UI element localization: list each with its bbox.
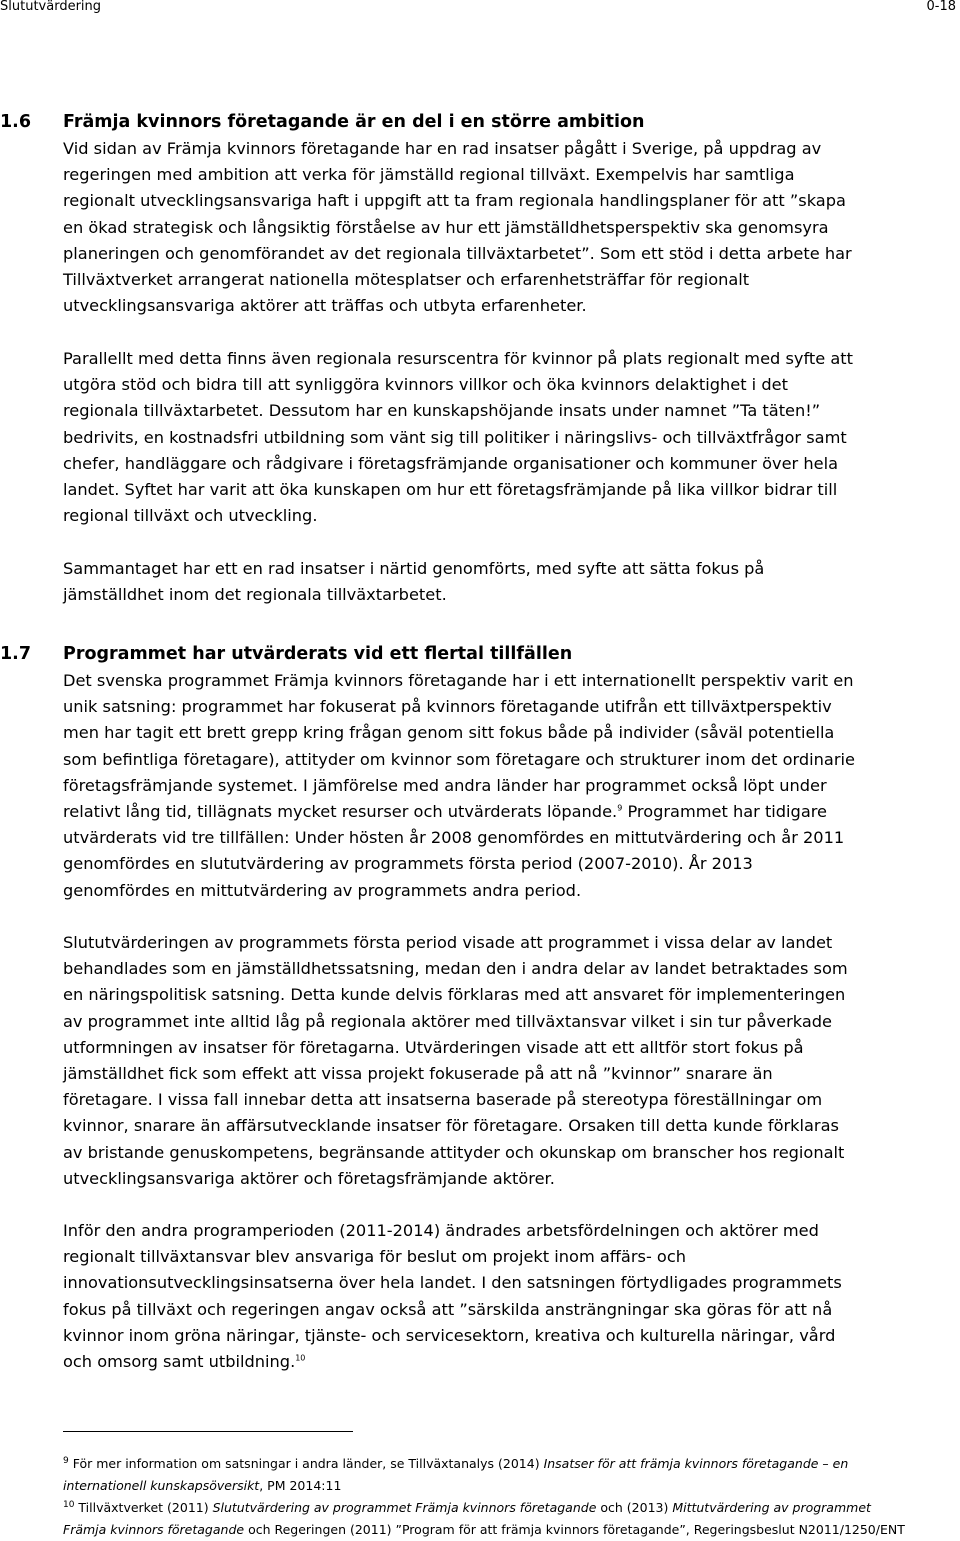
section-heading-1-7: [0, 644, 960, 664]
text-segment: och Regeringen (2011) ”Program för att främja kvinnors företagande”, Regeringsbeslut N2011/1250/ENT: [244, 1522, 905, 1537]
page-header: [0, 0, 960, 14]
footnote-number: 9: [63, 1455, 69, 1466]
section-title: Programmet har utvärderats vid ett flertal tillfällen: [63, 644, 573, 664]
text-segment: Programmet har tidigare: [622, 802, 828, 822]
text-line: en ökad strategisk och långsiktig förståelse av hur ett jämställdhetsperspektiv ska genomsyra: [63, 217, 829, 237]
paragraph-2: [0, 346, 949, 529]
text-line: planeringen och genomförandet av det regionala tillväxtarbetet”. Som ett stöd i detta arbete har: [63, 243, 852, 263]
text-line: utvecklingsansvariga aktörer att träffas och utbyta erfarenheter.: [63, 296, 587, 316]
text-line: utvärderats vid tre tillfällen: Under hösten år 2008 genomfördes en mittutvärdering och år 2011: [63, 828, 845, 848]
text-line: fokus på tillväxt och regeringen angav också att ”särskilda ansträngningar ska göras för att nå: [63, 1299, 833, 1319]
text-line: genomfördes en slututvärdering av programmets första period (2007-2010). År 2013: [63, 854, 753, 874]
footnote-line: [63, 1475, 953, 1497]
text-line: Vid sidan av Främja kvinnors företagande har en rad insatser pågått i Sverige, på uppdrag av: [63, 139, 822, 158]
text-line: Parallellt med detta finns även regionala resurscentra för kvinnor på plats regionalt med syfte att: [63, 349, 853, 368]
section-heading: [0, 644, 960, 664]
text-segment: Tillväxtverket (2011): [74, 1500, 213, 1515]
paragraph-5: [0, 930, 949, 1192]
text-line: regionala tillväxtarbetet. Dessutom har en kunskapshöjande insats under namnet ”Ta täten!”: [63, 401, 821, 421]
text-segment: relativt lång tid, tillägnats mycket resurser och utvärderats löpande.: [63, 802, 618, 822]
section-title: Främja kvinnors företagande är en del i en större ambition: [63, 112, 645, 132]
text-line: chefer, handläggare och rådgivare i företagsfrämjande organisationer och kommuner över hela: [63, 453, 838, 473]
text-segment-italic: internationell kunskapsöversikt: [63, 1478, 260, 1493]
text-line: innovationsutvecklingsinsatserna över hela landet. I den satsningen förtydligades programmets: [63, 1273, 842, 1293]
text-line: som befintliga företagare), attityder om kvinnor som företagare och strukturer inom det ordinarie: [63, 749, 855, 769]
text-line: av bristande genuskompetens, begränsande attityder och okunskap om branscher hos regionalt: [63, 1142, 845, 1162]
text-segment-italic: Främja kvinnors företagande: [63, 1522, 245, 1537]
footnote-line: [63, 1497, 953, 1519]
text-line: en näringspolitisk satsning. Detta kunde delvis förklaras med att ansvaret för implementeringen: [63, 985, 846, 1005]
footnote-9: [63, 1453, 953, 1497]
text-segment: och (2013): [596, 1500, 673, 1515]
text-line: regeringen med ambition att verka för jämställd regional tillväxt. Exempelvis har samtliga: [63, 165, 795, 185]
text-line: regional tillväxt och utveckling.: [63, 506, 318, 526]
text-line: regionalt utvecklingsansvariga haft i uppgift att ta fram regionala handlingsplaner för att ”skapa: [63, 191, 846, 211]
section-number: 1.6: [0, 112, 32, 132]
paragraph-6: [0, 1218, 949, 1375]
footnote-number: 10: [63, 1499, 75, 1510]
text-line: utformningen av insatser för företagarna. Utvärderingen visade att ett alltför stort fokus på: [63, 1037, 804, 1057]
text-line: landet. Syftet har varit att öka kunskapen om hur ett företagsfrämjande på lika villkor bidrar till: [63, 480, 838, 500]
section-number: 1.7: [0, 644, 32, 664]
text-segment-italic: Slututvärdering av programmet Främja kvinnors företagande: [212, 1500, 597, 1515]
text-line: jämställdhet inom det regionala tillväxtarbetet.: [63, 585, 447, 605]
text-line: behandlades som en jämställdhetssatsning, medan den i andra delar av landet betraktades som: [63, 959, 848, 979]
text-segment: För mer information om satsningar i andra länder, se Tillväxtanalys (2014): [68, 1456, 544, 1471]
text-line: men har tagit ett brett grepp kring frågan genom sitt fokus både på individer (såväl potentiella: [63, 723, 835, 743]
footnote-reference-10[interactable]: 10: [295, 1353, 306, 1363]
text-line: Sammantaget har ett en rad insatser i närtid genomförts, med syfte att sätta fokus på: [63, 559, 765, 578]
text-line: Tillväxtverket arrangerat nationella mötesplatser och erfarenhetsträffar för regionalt: [63, 270, 750, 290]
text-line: bedrivits, en kostnadsfri utbildning som vänt sig till politiker i näringslivs- och tillväxtfrågor samt: [63, 427, 847, 447]
text-line: regionalt tillväxtansvar blev ansvariga för beslut om projekt inom affärs- och: [63, 1247, 686, 1267]
text-line: kvinnor, snarare än affärsutvecklande insatser för företagare. Orsaken till detta kunde förklaras: [63, 1116, 839, 1136]
text-line: unik satsning: programmet har fokuserat på kvinnors företagande utifrån ett tillväxtperspektiv: [63, 697, 832, 717]
text-line: [63, 799, 949, 825]
paragraph-3: [0, 556, 949, 608]
paragraph-1: [0, 136, 949, 319]
text-line: Det svenska programmet Främja kvinnors företagande har i ett internationellt perspektiv varit en: [63, 671, 854, 690]
text-line: genomfördes en mittutvärdering av programmets andra period.: [63, 880, 582, 900]
text-line: företagare. I vissa fall innebar detta att insatserna baserade på stereotypa föreställningar om: [63, 1090, 823, 1110]
header-page-number: 0-18: [926, 0, 956, 14]
text-line: Slututvärderingen av programmets första period visade att programmet i vissa delar av landet: [63, 933, 833, 952]
section-heading-1-6: [0, 112, 960, 132]
text-line: utvecklingsansvariga aktörer och företagsfrämjande aktörer.: [63, 1168, 555, 1188]
section-heading: [0, 112, 960, 132]
text-line: kvinnor inom gröna näringar, tjänste- och servicesektorn, kreativa och kulturella näringar, vård: [63, 1325, 836, 1345]
text-line: jämställdhet fick som effekt att vissa projekt fokuserade på att nå ”kvinnor” snarare än: [63, 1064, 773, 1084]
footnote-line: [63, 1519, 953, 1541]
text-line: företagsfrämjande systemet. I jämförelse med andra länder har programmet också löpt under: [63, 775, 827, 795]
footnote-10: [63, 1497, 953, 1541]
text-segment: , PM 2014:11: [259, 1478, 342, 1493]
text-segment: och omsorg samt utbildning.: [63, 1352, 296, 1372]
paragraph-4: [0, 668, 949, 904]
text-line: utgöra stöd och bidra till att synliggöra kvinnors villkor och öka kvinnors delaktighet i det: [63, 375, 788, 395]
header-document-title: Slututvärdering: [0, 0, 102, 14]
footnote-line: [63, 1453, 953, 1475]
text-line: [63, 1349, 949, 1375]
text-segment-italic: Insatser för att främja kvinnors företagande – en: [543, 1456, 849, 1471]
text-segment-italic: Mittutvärdering av programmet: [672, 1500, 871, 1515]
text-line: Inför den andra programperioden (2011-2014) ändrades arbetsfördelningen och aktörer med: [63, 1221, 819, 1240]
text-line: av programmet inte alltid låg på regionala aktörer med tillväxtansvar vilket i sin tur påverkade: [63, 1011, 832, 1031]
footnote-reference-9[interactable]: 9: [617, 803, 623, 813]
footnote-separator: [63, 1431, 353, 1432]
